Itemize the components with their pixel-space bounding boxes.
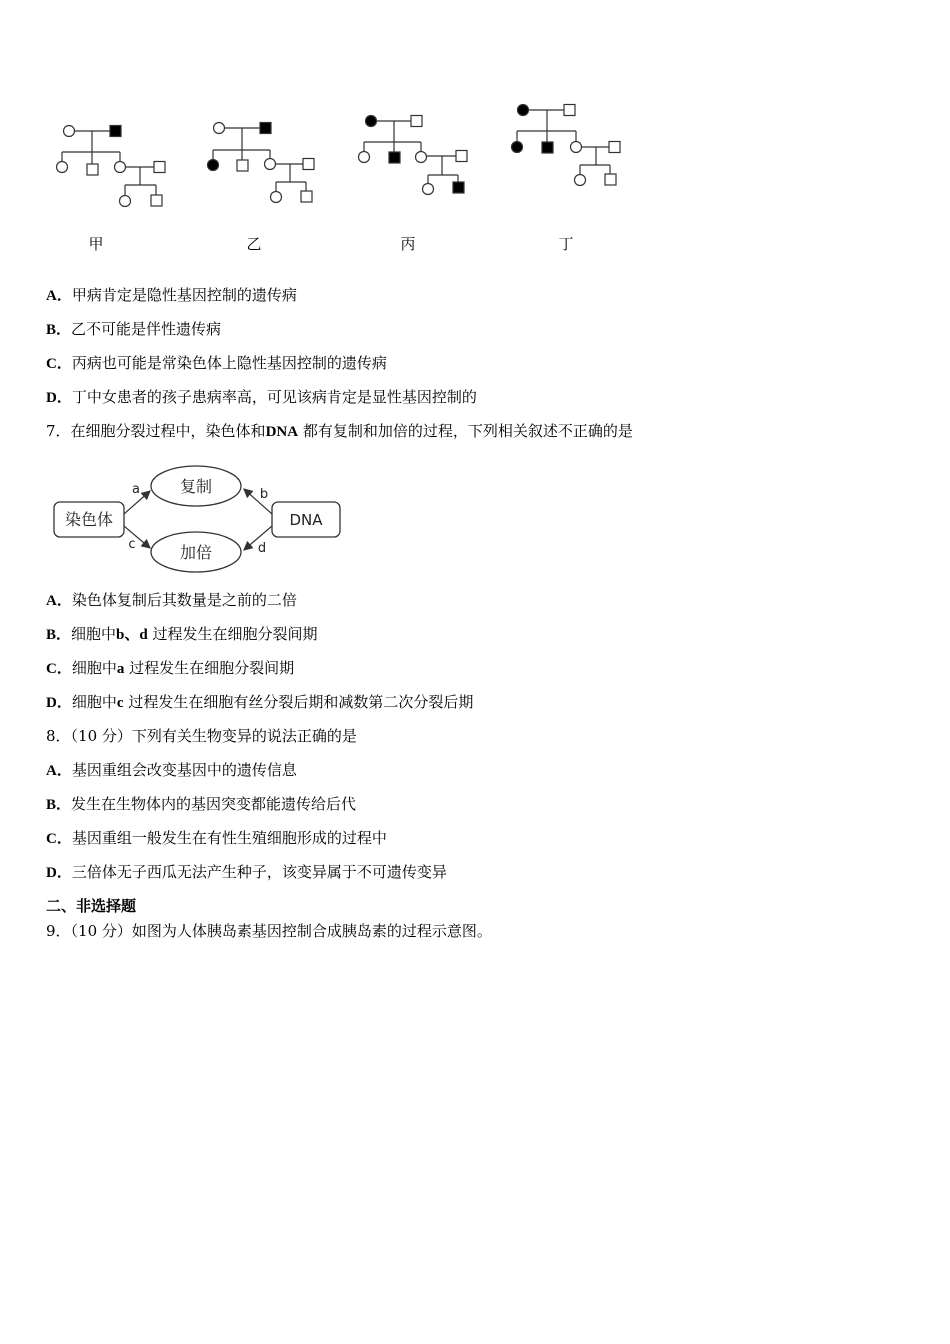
q7-option-b: B．细胞中b、d 过程发生在细胞分裂间期 bbox=[46, 625, 318, 643]
q7-stem: 7．在细胞分裂过程中，染色体和DNA 都有复制和加倍的过程，下列相关叙述不正确的是 bbox=[46, 422, 633, 440]
pedigree-label-jia: 甲 bbox=[88, 235, 104, 253]
q8-option-c: C．基因重组一般发生在有性生殖细胞形成的过程中 bbox=[46, 829, 387, 847]
q8-option-a: A．基因重组会改变基因中的遗传信息 bbox=[46, 761, 297, 779]
q8-option-d: D．三倍体无子西瓜无法产生种子，该变异属于不可遗传变异 bbox=[46, 863, 447, 881]
arrow-a-label: a bbox=[132, 482, 140, 497]
q6-option-d: D．丁中女患者的孩子患病率高，可见该病肯定是显性基因控制的 bbox=[46, 388, 477, 406]
pedigree-label-ding: 丁 bbox=[558, 235, 574, 253]
arrow-c-label: c bbox=[128, 537, 136, 552]
pedigree-figures bbox=[0, 0, 950, 230]
q9-stem: 9．（10 分）如图为人体胰岛素基因控制合成胰岛素的过程示意图。 bbox=[46, 922, 492, 940]
arrow-d-label: d bbox=[257, 541, 267, 556]
doubling-label: 加倍 bbox=[179, 543, 213, 562]
pedigree-label-bing: 丙 bbox=[400, 235, 416, 253]
q7-option-c: C．细胞中a 过程发生在细胞分裂间期 bbox=[46, 659, 295, 677]
q6-option-c: C．丙病也可能是常染色体上隐性基因控制的遗传病 bbox=[46, 354, 387, 372]
pedigree-ding bbox=[512, 105, 621, 186]
dna-label: DNA bbox=[289, 511, 323, 529]
pedigree-label-yi: 乙 bbox=[246, 235, 262, 253]
arrow-b-label: b bbox=[259, 487, 269, 502]
q7-option-d: D．细胞中c 过程发生在细胞有丝分裂后期和减数第二次分裂后期 bbox=[46, 693, 474, 711]
q8-stem: 8．（10 分）下列有关生物变异的说法正确的是 bbox=[46, 727, 357, 745]
replication-label: 复制 bbox=[179, 477, 213, 496]
section-title: 二、非选择题 bbox=[46, 897, 137, 915]
q7-option-a: A．染色体复制后其数量是之前的二倍 bbox=[46, 591, 297, 609]
q6-option-a: A．甲病肯定是隐性基因控制的遗传病 bbox=[46, 286, 297, 304]
pedigree-yi bbox=[208, 123, 315, 203]
q6-option-b: B．乙不可能是伴性遗传病 bbox=[46, 320, 222, 338]
pedigree-jia bbox=[57, 126, 166, 207]
q8-option-b: B．发生在生物体内的基因突变都能遗传给后代 bbox=[46, 795, 357, 813]
pedigree-bing bbox=[359, 116, 468, 195]
chromosome-label: 染色体 bbox=[64, 510, 114, 529]
chromosome-dna-diagram bbox=[50, 460, 350, 580]
